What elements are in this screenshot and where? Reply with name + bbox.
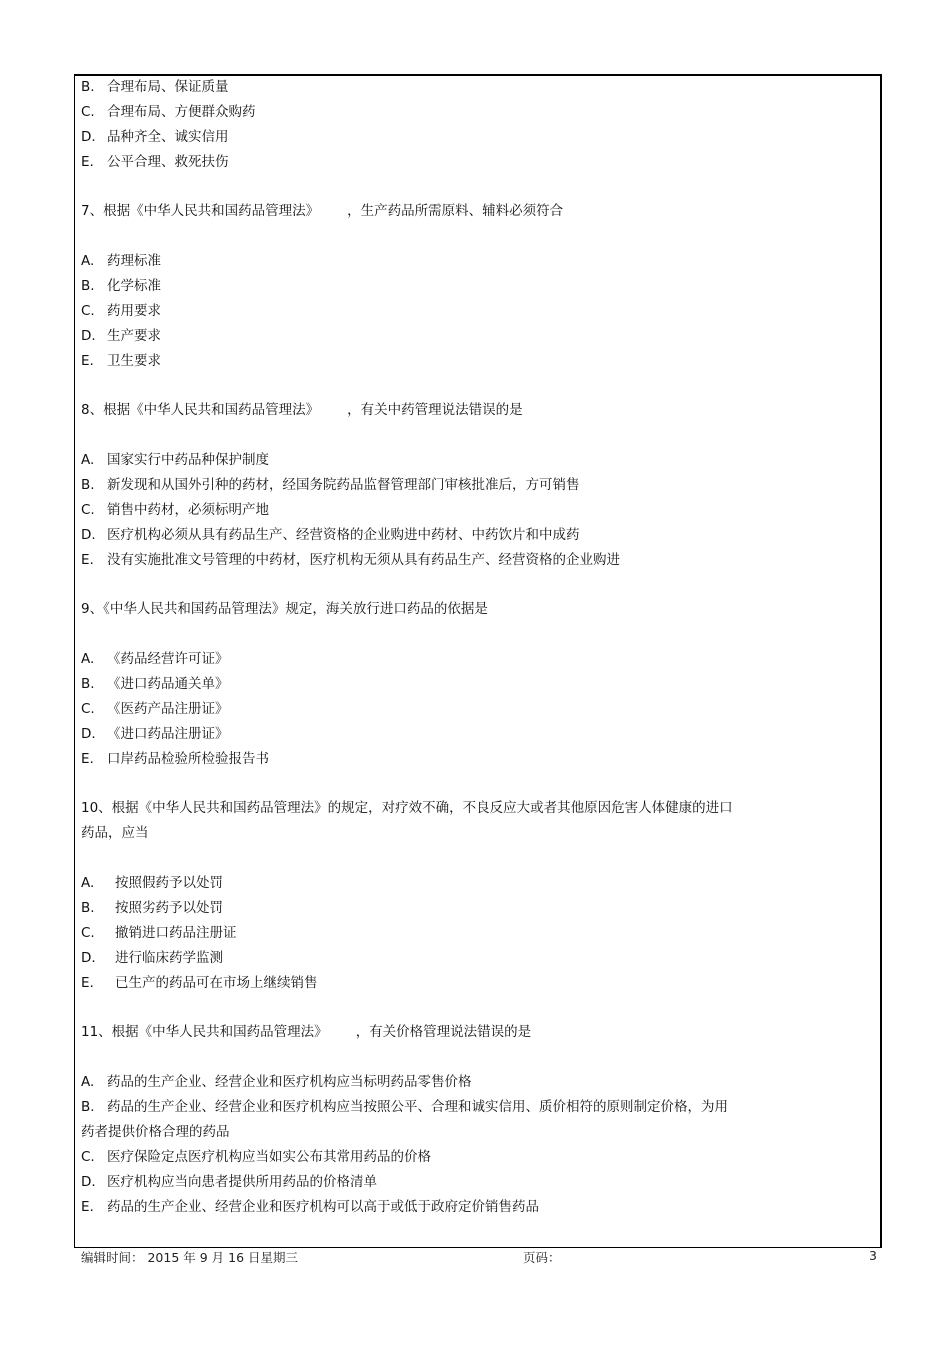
option-d: D. 品种齐全、诚实信用: [81, 129, 229, 145]
edit-time: 编辑时间： 2015 年 9 月 16 日星期三: [81, 1250, 299, 1265]
page-label: 页码：: [523, 1250, 561, 1265]
option-e: E. 没有实施批准文号管理的中药材，医疗机构无须从具有药品生产、经营资格的企业购进: [81, 552, 620, 568]
option-a: A. 国家实行中药品种保护制度: [81, 452, 269, 468]
question-10-options: [81, 871, 801, 996]
option-b: B. 新发现和从国外引种的药材，经国务院药品监督管理部门审核批准后，方可销售: [81, 477, 580, 493]
question-10-stem-line-2: 药品，应当: [81, 825, 149, 841]
option-b: B. 按照劣药予以处罚: [81, 900, 223, 916]
question-11-stem: 11、根据《中华人民共和国药品管理法》 ，有关价格管理说法错误的是: [81, 1024, 532, 1040]
option-d: D. 医疗机构应当向患者提供所用药品的价格清单: [81, 1174, 377, 1190]
option-a: A. 按照假药予以处罚: [81, 875, 223, 891]
question-8-options: [81, 448, 801, 573]
option-c: C. 合理布局、方便群众购药: [81, 104, 256, 120]
option-e: E. 已生产的药品可在市场上继续销售: [81, 975, 318, 991]
question-11-options: [81, 1070, 801, 1220]
option-d: D. 生产要求: [81, 328, 161, 344]
question-10-stem-line-1: 10、根据《中华人民共和国药品管理法》的规定，对疗效不确，不良反应大或者其他原因危害人体健康的进口: [81, 800, 733, 816]
option-b: B. 合理布局、保证质量: [81, 79, 229, 95]
option-a: A. 药理标准: [81, 253, 161, 269]
option-c: C. 医疗保险定点医疗机构应当如实公布其常用药品的价格: [81, 1149, 431, 1165]
option-c: C. 《医药产品注册证》: [81, 701, 229, 717]
option-e: E. 药品的生产企业、经营企业和医疗机构可以高于或低于政府定价销售药品: [81, 1199, 539, 1215]
option-d: D. 《进口药品注册证》: [81, 726, 229, 742]
option-c: C. 销售中药材，必须标明产地: [81, 502, 269, 518]
question-7-stem: 7、根据《中华人民共和国药品管理法》 ，生产药品所需原料、辅料必须符合: [81, 203, 564, 219]
option-d: D. 医疗机构必须从具有药品生产、经营资格的企业购进中药材、中药饮片和中成药: [81, 527, 580, 543]
option-a: A. 《药品经营许可证》: [81, 651, 229, 667]
option-a: A. 药品的生产企业、经营企业和医疗机构应当标明药品零售价格: [81, 1074, 472, 1090]
option-c: C. 药用要求: [81, 303, 161, 319]
option-e: E. 卫生要求: [81, 353, 161, 369]
option-e: E. 口岸药品检验所检验报告书: [81, 751, 269, 767]
option-b: B. 化学标准: [81, 278, 161, 294]
option-e: E. 公平合理、救死扶伤: [81, 154, 229, 170]
question-9-stem: 9、《中华人民共和国药品管理法》规定，海关放行进口药品的依据是: [81, 601, 488, 617]
page-footer: [81, 1248, 881, 1268]
option-b-continued: 药者提供价格合理的药品: [81, 1124, 230, 1140]
question-9-options: [81, 647, 801, 772]
option-b: B. 《进口药品通关单》: [81, 676, 229, 692]
document-content: [81, 75, 801, 1220]
option-d: D. 进行临床药学监测: [81, 950, 223, 966]
option-c: C. 撤销进口药品注册证: [81, 925, 237, 941]
page-number: 3: [869, 1248, 877, 1263]
question-6-options: [81, 75, 801, 175]
question-8-stem: 8、根据《中华人民共和国药品管理法》 ，有关中药管理说法错误的是: [81, 402, 523, 418]
question-7-options: [81, 249, 801, 374]
option-b: B. 药品的生产企业、经营企业和医疗机构应当按照公平、合理和诚实信用、质价相符的原则制定价格，为用: [81, 1099, 728, 1115]
